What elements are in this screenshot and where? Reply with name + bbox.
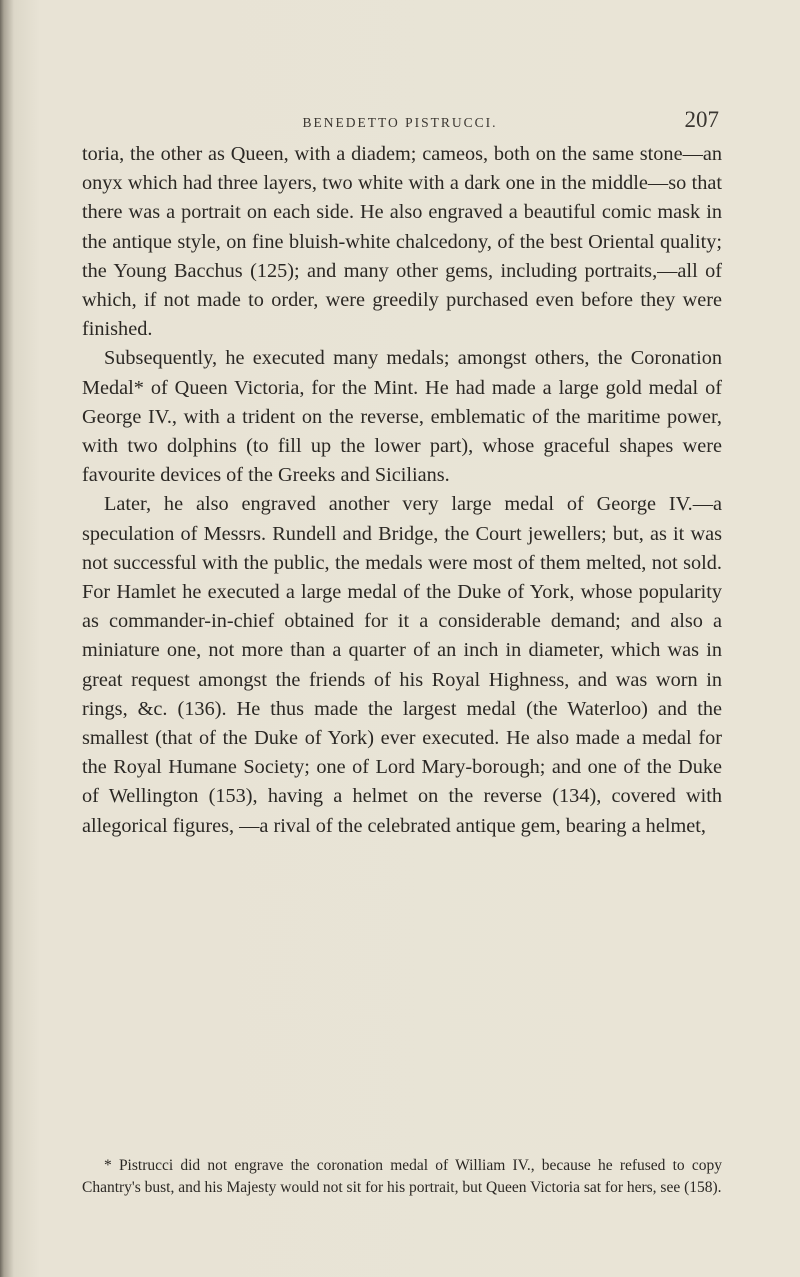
page-header bbox=[0, 107, 800, 137]
paragraph-later-medals: Later, he also engraved another very large medal of George IV.—a speculation of Messrs. Rundell and Bridge, the Court jewellers; but, as it was not successful with the public, the medals were most of them melted, not sold. For Hamlet he executed a large medal of the Duke of York, whose popularity as commander-in-chief obtained for it a considerable demand; and also a miniature one, not more than a quarter of an inch in diameter, which was in great request amongst the friends of his Royal Highness, and was worn in rings, &c. (136). He thus made the largest medal (the Waterloo) and the smallest (that of the Duke of York) ever executed. He also made a medal for the Royal Humane Society; one of Lord Mary-borough; and one of the Duke of Wellington (153), having a helmet on the reverse (134), covered with allegorical figures, —a rival of the celebrated antique gem, bearing a helmet, bbox=[82, 493, 722, 837]
footnote: * Pistrucci did not engrave the coronation medal of William IV., because he refused to copy Chantry's bust, and his Majesty would not sit for his portrait, but Queen Victoria sat for hers, see (158). bbox=[82, 1157, 722, 1196]
paragraph-continued: toria, the other as Queen, with a diadem; cameos, both on the same stone—an onyx which had three layers, two white with a dark one in the middle—so that there was a portrait on each side. He also engraved a beautiful comic mask in the antique style, on fine bluish-white chalcedony, of the best Oriental quality; the Young Bacchus (125); and many other gems, including portraits,—all of which, if not made to order, were greedily purchased even before they were finished. bbox=[82, 143, 722, 341]
paragraph-medals: Subsequently, he executed many medals; amongst others, the Coronation Medal* of Queen Victoria, for the Mint. He had made a large gold medal of George IV., with a trident on the reverse, emblematic of the maritime power, with two dolphins (to fill up the lower part), whose graceful shapes were favourite devices of the Greeks and Sicilians. bbox=[82, 347, 722, 487]
body-text bbox=[82, 140, 722, 841]
page-number: 207 bbox=[684, 107, 719, 132]
running-head: BENEDETTO PISTRUCCI. bbox=[302, 115, 498, 130]
